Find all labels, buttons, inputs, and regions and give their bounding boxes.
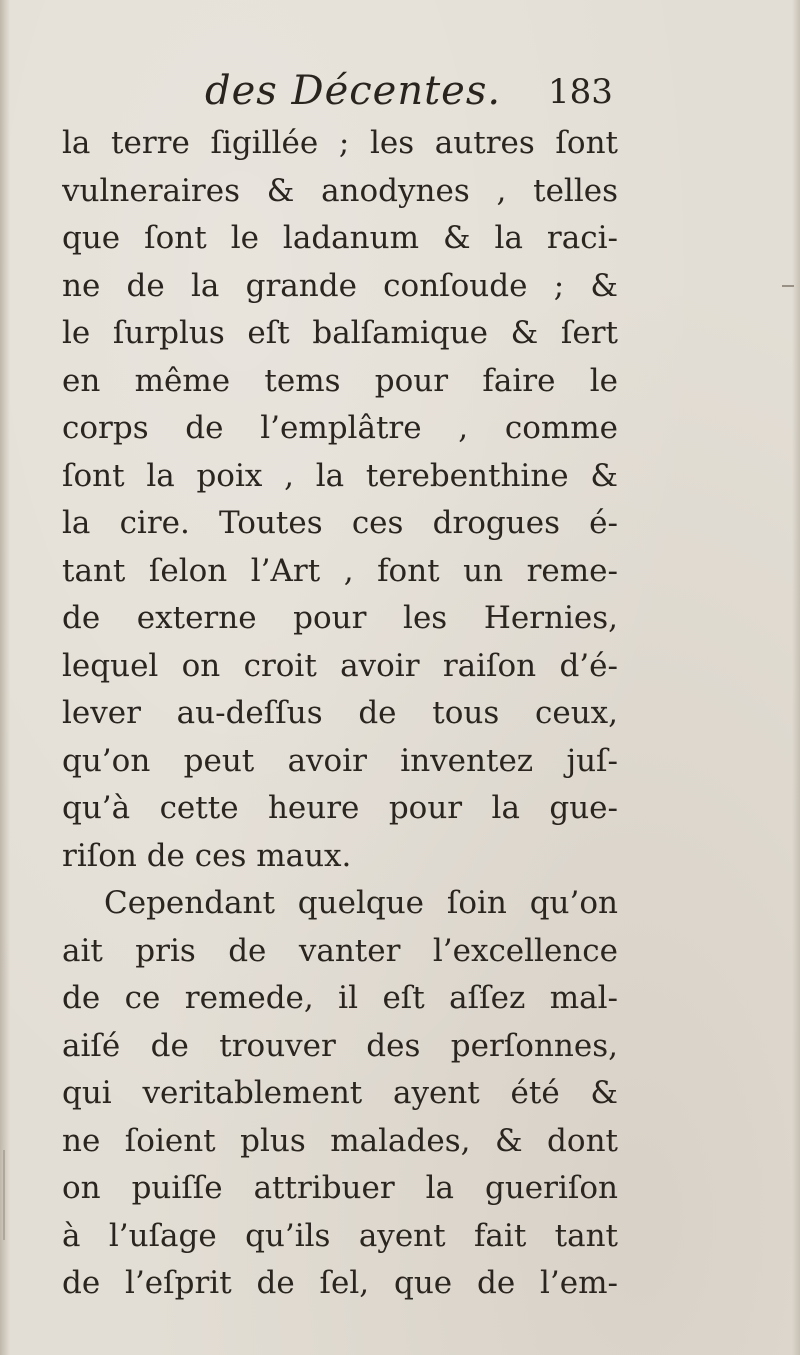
text-line: à l’uſage qu’ils ayent fait tant: [62, 1217, 618, 1254]
running-title: des Décentes.: [205, 68, 502, 114]
paragraph-first-line: Cependant quelque ſoin qu’on: [104, 885, 618, 921]
text-line: corps de l’emplâtre , comme: [62, 410, 618, 446]
text-line: lever au-deſſus de tous ceux,: [62, 695, 618, 731]
text-line: la cire. Toutes ces drogues é-: [62, 505, 618, 541]
text-line: ne ſoient plus malades, & dont: [62, 1122, 618, 1159]
text-line: ſont la poix , la terebenthine &: [62, 457, 618, 494]
text-line: de externe pour les Hernies,: [62, 600, 618, 636]
text-line: qu’à cette heure pour la gue-: [62, 790, 618, 826]
paper-crease: [3, 1150, 5, 1240]
text-line: qui veritablement ayent été &: [62, 1075, 618, 1111]
paper-speck: [782, 285, 794, 287]
page-left-edge-shadow: [0, 0, 10, 1355]
page-right-edge-shadow: [792, 0, 800, 1355]
text-line: de l’eſprit de ſel, que de l’em-: [62, 1265, 618, 1301]
text-line: ait pris de vanter l’excellence: [62, 932, 618, 969]
page-header: [0, 68, 800, 118]
text-line: vulneraires & anodynes , telles: [62, 172, 618, 209]
text-line: que ſont le ladanum & la raci-: [62, 220, 618, 256]
text-line: tant ſelon l’Art , font un reme-: [62, 552, 618, 589]
body-text: [62, 120, 618, 1308]
text-line: la terre ſigillée ; les autres ſont: [62, 125, 618, 161]
text-line: en même tems pour faire le: [62, 362, 618, 399]
text-line: ne de la grande conſoude ; &: [62, 267, 618, 304]
text-line: de ce remede, il eſt aſſez mal-: [62, 980, 618, 1016]
text-line: le ſurplus eſt balſamique & ſert: [62, 315, 618, 351]
text-line: on puiſſe attribuer la gueriſon: [62, 1170, 618, 1206]
page-number: 183: [548, 72, 613, 112]
text-line: lequel on croit avoir raiſon d’é-: [62, 647, 618, 684]
text-line: riſon de ces maux.: [62, 837, 352, 874]
text-line: qu’on peut avoir inventez juſ-: [62, 742, 618, 779]
text-line: aiſé de trouver des perſonnes,: [62, 1027, 618, 1064]
